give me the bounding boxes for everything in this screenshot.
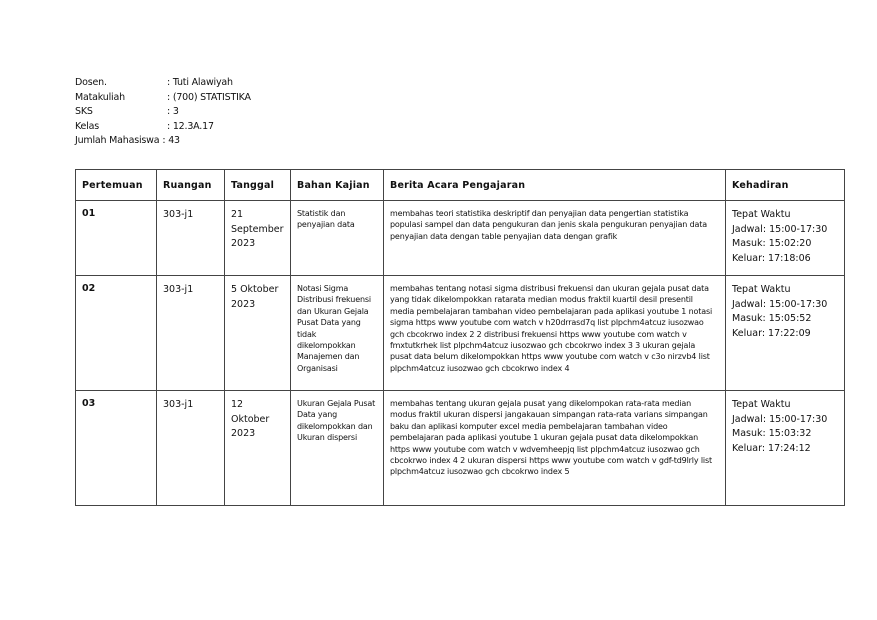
kehadiran-cell (726, 201, 845, 276)
info-row-kelas (75, 120, 251, 135)
kehadiran-cell (726, 276, 845, 391)
attendance-check-out: Keluar: 17:22:09 (732, 327, 811, 339)
attendance-status: Tepat Waktu (732, 284, 791, 295)
table-row (76, 201, 845, 276)
matakuliah-value: : (700) STATISTIKA (167, 91, 251, 103)
berita-acara-cell: membahas tentang ukuran gejala pusat yang dikelompokan rata-rata median modus fraktil ukuran dispersi jangakauan simpangan rata-rata varians simpangan baku dan aplikasi komputer excel media pembelajaran tambahan video pembelajaran pada aplikasi youtube 1 ukuran gejala pusat data dikelompokkan https www youtube com watch v wdvemheepjq list plpchm4atcuz iusozwao gch cbcokrwo index 4 2 ukuran dispersi https www youtube com watch v gdf-td9lrly list plpchm4atcuz iusozwao gch cbcokrwo index 5 (384, 391, 726, 506)
attendance-check-out: Keluar: 17:24:12 (732, 442, 811, 454)
attendance-table (75, 169, 845, 506)
attendance-status: Tepat Waktu (732, 209, 791, 220)
attendance-schedule: Jadwal: 15:00-17:30 (732, 413, 828, 425)
pertemuan-cell: 01 (76, 201, 157, 276)
header-kehadiran: Kehadiran (726, 170, 845, 201)
attendance-check-in: Masuk: 15:05:52 (732, 313, 812, 324)
attendance-schedule: Jadwal: 15:00-17:30 (732, 298, 828, 310)
attendance-schedule: Jadwal: 15:00-17:30 (732, 223, 828, 235)
kelas-label: Kelas (75, 120, 100, 132)
info-row-matakuliah (75, 91, 251, 106)
info-row-jumlah (75, 134, 251, 149)
berita-acara-cell: membahas tentang notasi sigma distribusi frekuensi dan ukuran gejala pusat data yang tidak dikelompokkan ratarata median modus fraktil kuartil desil presentil media pembelajaran tambahan video pembelajaran pada aplikasi youtube 1 notasi sigma https www youtube com watch v h20drrasd7q list plpchm4atcuz iusozwao gch cbcokrwo index 2 2 distribusi frekuensi https www youtube com watch v fmxtutkrhek list plpchm4atcuz iusozwao gch cbcokrwo index 3 3 ukuran gejala pusat data belum dikelompokkan https www youtube com watch v c3o nirzvb4 list plpchm4atcuz iusozwao gch cbcokrwo index 4 (384, 276, 726, 391)
ruangan-cell: 303-j1 (157, 391, 225, 506)
header-tanggal: Tanggal (225, 170, 291, 201)
dosen-value: : Tuti Alawiyah (167, 77, 233, 88)
table-row (76, 276, 845, 391)
attendance-check-out: Keluar: 17:18:06 (732, 252, 811, 264)
sks-value: : 3 (167, 106, 179, 118)
ruangan-cell: 303-j1 (157, 201, 225, 276)
tanggal-cell: 5 Oktober 2023 (225, 276, 291, 391)
tanggal-cell: 12 Oktober 2023 (225, 391, 291, 506)
kehadiran-cell (726, 391, 845, 506)
jumlah-mahasiswa-value: : 43 (162, 135, 180, 147)
bahan-kajian-cell: Notasi Sigma Distribusi frekuensi dan Ukuran Gejala Pusat Data yang tidak dikelompokkan Manajemen dan Organisasi (291, 276, 384, 391)
kelas-value: : 12.3A.17 (167, 120, 214, 132)
table-header-row (76, 170, 845, 201)
table-row (76, 391, 845, 506)
header-berita-acara: Berita Acara Pengajaran (384, 170, 726, 201)
matakuliah-label: Matakuliah (75, 91, 125, 103)
berita-acara-cell: membahas teori statistika deskriptif dan penyajian data pengertian statistika populasi sampel dan data pengukuran dan jenis skala pengukuran penyajian data penyajian data dengan table penyajian data dengan grafik (384, 201, 726, 276)
info-row-sks (75, 105, 251, 120)
ruangan-cell: 303-j1 (157, 276, 225, 391)
bahan-kajian-cell: Ukuran Gejala Pusat Data yang dikelompokkan dan Ukuran dispersi (291, 391, 384, 506)
bahan-kajian-cell: Statistik dan penyajian data (291, 201, 384, 276)
jumlah-mahasiswa-label: Jumlah Mahasiswa (75, 135, 160, 147)
course-info (75, 76, 251, 149)
sks-label: SKS (75, 106, 93, 118)
header-ruangan: Ruangan (157, 170, 225, 201)
attendance-status: Tepat Waktu (732, 399, 791, 410)
attendance-check-in: Masuk: 15:03:32 (732, 428, 812, 439)
header-bahan-kajian: Bahan Kajian (291, 170, 384, 201)
pertemuan-cell: 03 (76, 391, 157, 506)
header-pertemuan: Pertemuan (76, 170, 157, 201)
dosen-label: Dosen. (75, 77, 107, 88)
attendance-check-in: Masuk: 15:02:20 (732, 238, 812, 249)
pertemuan-cell: 02 (76, 276, 157, 391)
tanggal-cell: 21 September 2023 (225, 201, 291, 276)
info-row-dosen (75, 76, 251, 91)
